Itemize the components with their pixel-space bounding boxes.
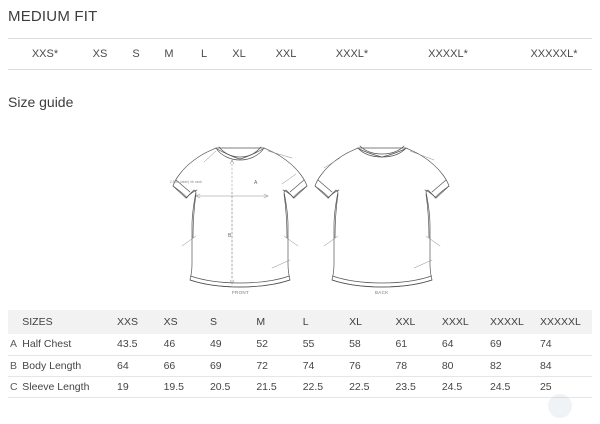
cell-value: 61 <box>395 338 408 351</box>
cell-value: 22.5 <box>302 380 324 393</box>
front-dimension-lines <box>182 151 298 284</box>
size-guide-heading: Size guide <box>8 94 74 110</box>
cell-value: 76 <box>349 359 361 372</box>
column-header-xxl: XXL <box>395 316 416 328</box>
cell-value: 72 <box>256 359 269 372</box>
watermark-logo <box>548 394 594 420</box>
size-tab[interactable]: XXS* <box>31 48 59 60</box>
table-row <box>8 334 592 355</box>
column-header-xs: XS <box>163 316 178 328</box>
row-key: C <box>10 380 18 393</box>
column-header-m: M <box>256 316 266 328</box>
cell-value: 74 <box>539 338 552 351</box>
cell-value: 43.5 <box>117 338 138 351</box>
column-header-key <box>8 310 22 334</box>
size-tab[interactable]: XXL <box>275 48 297 60</box>
column-header-xl: XL <box>349 316 362 328</box>
cell-value: 78 <box>395 359 408 372</box>
cell-value: 24.5 <box>441 380 463 393</box>
size-tab[interactable]: XXXXL* <box>428 48 468 60</box>
cell-value: 21.5 <box>256 380 277 393</box>
page-title: MEDIUM FIT <box>8 8 98 25</box>
table-body <box>8 334 592 397</box>
cell-value: 22.5 <box>349 380 370 393</box>
table-header-row <box>8 310 592 334</box>
tshirt-diagram-svg <box>0 118 600 304</box>
cell-value: 66 <box>163 359 176 372</box>
watermark-circle-icon <box>548 394 572 418</box>
table-header <box>8 310 592 334</box>
front-shirt-outline <box>173 147 307 287</box>
column-header-xxxl: XXXL <box>441 316 469 328</box>
front-view-label: FRONT <box>232 290 249 295</box>
cell-value: 19 <box>117 380 129 393</box>
cell-value: 24.5 <box>489 380 511 393</box>
column-header-xxxxxl: XXXXXL <box>539 316 581 328</box>
cell-value: 84 <box>539 359 552 372</box>
cell-value: 74 <box>302 359 315 372</box>
size-tab[interactable]: XS <box>92 48 108 60</box>
row-label: Half Chest <box>22 338 72 351</box>
column-header-l: L <box>302 316 309 328</box>
cell-value: 52 <box>256 338 269 351</box>
column-header-xxxxl: XXXXL <box>489 316 524 328</box>
cell-value: 58 <box>349 338 361 351</box>
row-label: Body Length <box>22 359 82 372</box>
column-header-s: S <box>209 316 217 328</box>
size-tab[interactable]: M <box>164 48 174 60</box>
neck-rib-note: 2.5cm (wide) rib neck <box>169 180 202 184</box>
back-shirt-outline <box>315 146 449 287</box>
column-header-xxs: XXS <box>117 316 139 328</box>
cell-value: 69 <box>489 338 502 351</box>
size-tabs-bar <box>8 38 592 70</box>
cell-value: 80 <box>441 359 454 372</box>
cell-value: 55 <box>302 338 315 351</box>
cell-value: 64 <box>117 359 129 372</box>
cell-value: 25 <box>539 380 552 393</box>
tshirt-illustration <box>0 118 600 304</box>
size-tab[interactable]: L <box>200 48 208 60</box>
column-header-sizes: SIZES <box>22 316 53 328</box>
cell-value: 82 <box>489 359 502 372</box>
row-label: Sleeve Length <box>22 380 90 393</box>
cell-value: 49 <box>209 338 222 351</box>
cell-value: 20.5 <box>209 380 231 393</box>
size-tab[interactable]: XXXL* <box>335 48 369 60</box>
cell-value: 46 <box>163 338 176 351</box>
size-tab[interactable]: S <box>132 48 140 60</box>
cell-value: 69 <box>209 359 222 372</box>
dimension-label-a: A <box>254 180 258 186</box>
row-key: A <box>10 338 18 351</box>
dimension-label-b: B <box>228 233 232 239</box>
cell-value: 64 <box>441 338 454 351</box>
back-dimension-lines <box>324 151 440 268</box>
cell-value: 23.5 <box>395 380 416 393</box>
measurements-table <box>8 310 592 398</box>
table-row <box>8 355 592 376</box>
size-tab[interactable]: XL <box>232 48 246 60</box>
size-tab[interactable]: XXXXXL* <box>530 48 578 60</box>
table-row <box>8 376 592 397</box>
cell-value: 19.5 <box>163 380 185 393</box>
back-view-label: BACK <box>375 290 389 295</box>
row-key: B <box>10 359 18 372</box>
